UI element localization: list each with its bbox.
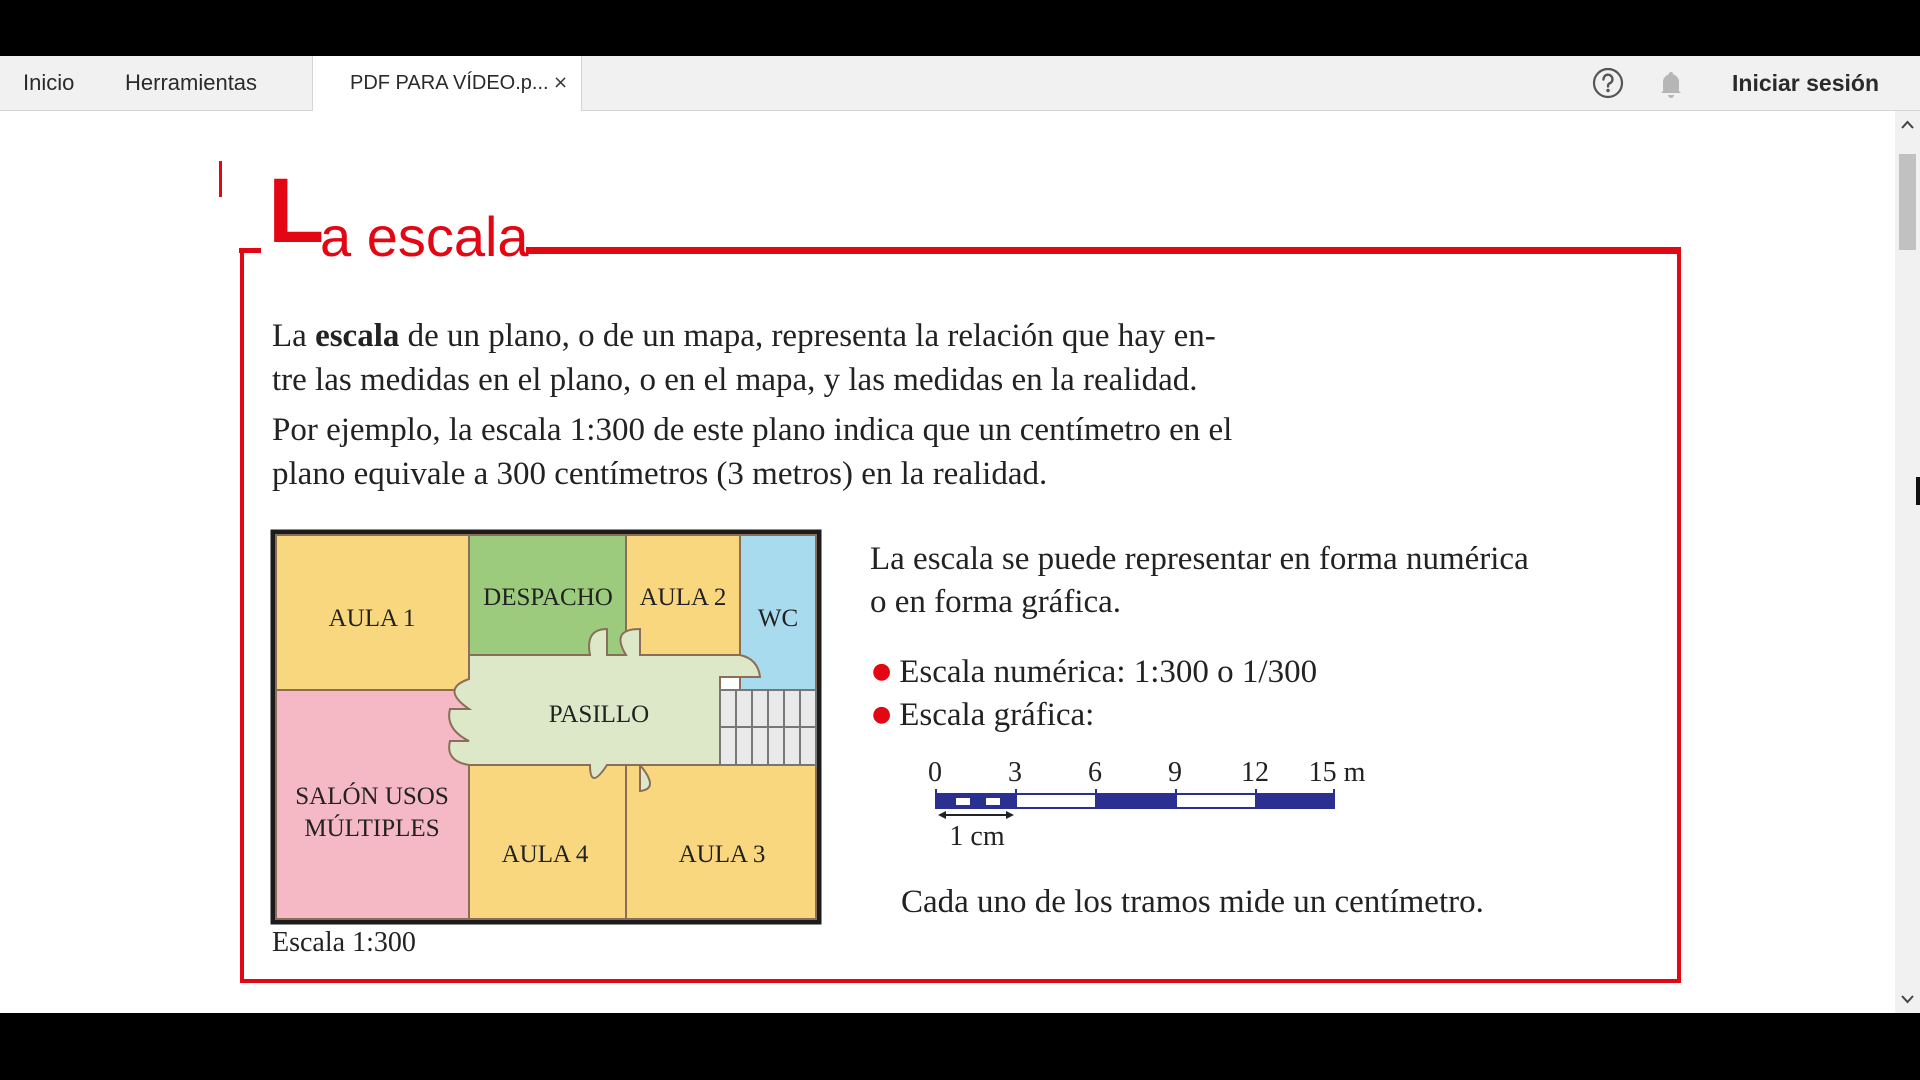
- scale-tick-3: 3: [1008, 757, 1022, 788]
- nav-home[interactable]: Inicio: [23, 70, 75, 95]
- bell-icon[interactable]: [1655, 68, 1687, 100]
- paragraph-example: Por ejemplo, la escala 1:300 de este plano indica que un centímetro en el plano equivale a 300 centímetros (3 metros) en la realidad.: [272, 412, 1233, 492]
- label-pasillo: PASILLO: [548, 701, 650, 728]
- top-toolbar: [0, 56, 1920, 111]
- scrollbar-thumb[interactable]: [1899, 154, 1916, 250]
- label-aula-1: AULA 1: [328, 605, 416, 632]
- title-initial: L: [268, 160, 325, 262]
- chevron-up-icon[interactable]: [1895, 115, 1920, 135]
- pdf-page: [0, 111, 1895, 1013]
- term-escala: escala: [315, 318, 400, 354]
- paragraph-definition: La escala de un plano, o de un mapa, representa la relación que hay en- tre las medidas en el plano, o en el mapa, y las medidas en la realidad.: [272, 318, 1216, 398]
- label-aula-3: AULA 3: [678, 841, 766, 868]
- scale-unit-label: 1 cm: [949, 821, 1005, 852]
- document-viewer[interactable]: [0, 111, 1895, 1013]
- label-despacho: DESPACHO: [483, 584, 613, 611]
- plan-caption: Escala 1:300: [272, 927, 416, 958]
- scale-segment-5: [1256, 794, 1334, 808]
- bullet-dot-icon: ●: [872, 659, 892, 684]
- nav-tools[interactable]: Herramientas: [125, 70, 258, 95]
- chevron-down-icon[interactable]: [1895, 989, 1920, 1009]
- scale-segment-3: [1096, 794, 1176, 808]
- text-cursor: [1916, 477, 1920, 505]
- vertical-scrollbar[interactable]: [1895, 111, 1920, 1013]
- close-icon[interactable]: ×: [553, 72, 569, 93]
- tab-document-label: PDF PARA VÍDEO.p...: [350, 72, 549, 94]
- tab-document[interactable]: [312, 56, 582, 111]
- floor-plan: [270, 529, 822, 925]
- scale-tick-6: 6: [1088, 757, 1102, 788]
- label-aula-4: AULA 4: [501, 841, 589, 868]
- scale-segment-1: [936, 794, 1016, 808]
- graphic-scale-bar: [900, 751, 1380, 861]
- bullet-dot-icon: ●: [872, 702, 892, 727]
- help-icon[interactable]: [1592, 67, 1624, 99]
- bullet-numeric: ● Escala numérica: 1:300 o 1/300: [872, 654, 1318, 690]
- scale-footnote: Cada uno de los tramos mide un centímetro.: [901, 884, 1484, 920]
- scale-tick-12: 12: [1241, 757, 1269, 788]
- label-wc: WC: [757, 605, 799, 632]
- scale-tick-0: 0: [928, 757, 942, 788]
- bullet-graphic: ● Escala gráfica:: [872, 697, 1095, 733]
- label-aula-2: AULA 2: [639, 584, 727, 611]
- label-salon-1: SALÓN USOS: [295, 783, 449, 810]
- scale-forms-text: La escala se puede representar en forma numérica o en forma gráfica.: [870, 541, 1529, 620]
- label-salon-2: MÚLTIPLES: [304, 815, 440, 842]
- signin-button[interactable]: Iniciar sesión: [1732, 70, 1880, 96]
- scale-tick-9: 9: [1168, 757, 1182, 788]
- scale-tick-15: 15 m: [1308, 757, 1366, 788]
- page-title: a escala: [320, 205, 529, 268]
